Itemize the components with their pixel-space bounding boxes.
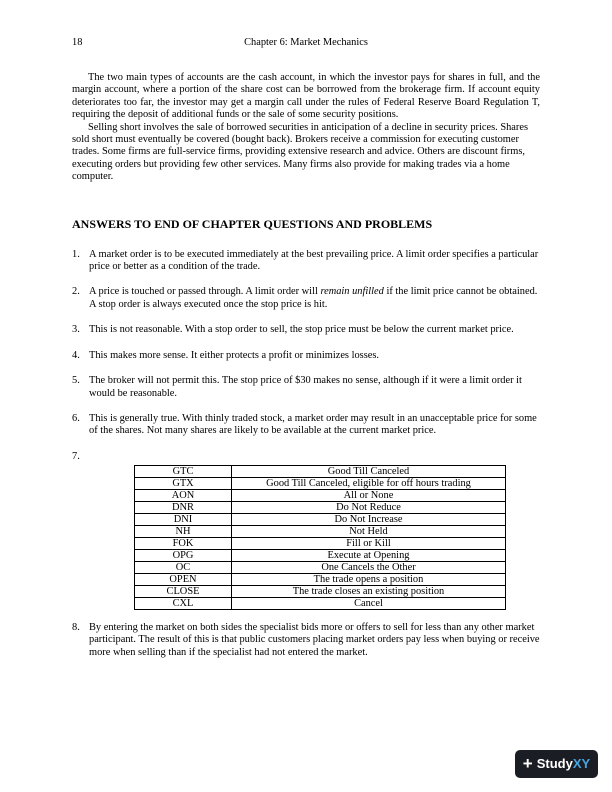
table-row (135, 465, 506, 477)
answer-number: 7. (72, 450, 80, 462)
table-row (135, 549, 506, 561)
answer-text: By entering the market on both sides the specialist bids more or offers to sell for less than any other market participant. The result of this is that public customers placing market orders pay less when buying or receive more when selling than if the specialist had not entered the market. (89, 621, 540, 658)
answer-number: 1. (72, 248, 80, 260)
answer-3 (72, 324, 540, 336)
order-meaning-cell: Fill or Kill (232, 537, 506, 549)
order-meaning-cell: Do Not Increase (232, 513, 506, 525)
answer-text: A market order is to be executed immediately at the best prevailing price. A limit order specifies a particular price or better as a condition of the trade. (89, 248, 539, 273)
plus-icon: + (522, 753, 533, 773)
table-row (135, 513, 506, 525)
brand-study-text: Study (536, 755, 573, 771)
order-meaning-cell: Cancel (232, 597, 506, 609)
section-heading: ANSWERS TO END OF CHAPTER QUESTIONS AND PROBLEMS (72, 216, 433, 231)
order-meaning-cell: The trade opens a position (232, 573, 506, 585)
order-meaning-cell: Execute at Opening (232, 549, 506, 561)
answer-text: This makes more sense. It either protects a profit or minimizes losses. (89, 349, 379, 361)
studyxy-logo-badge[interactable] (515, 750, 598, 778)
answer-text-part: A price is touched or passed through. A limit order will (89, 286, 321, 298)
order-meaning-cell: The trade closes an existing position (232, 585, 506, 597)
order-code-cell: DNI (135, 513, 232, 525)
table-row (135, 573, 506, 585)
table-row (135, 561, 506, 573)
order-code-cell: GTC (135, 465, 232, 477)
answer-text: This is not reasonable. With a stop order to sell, the stop price must be below the current market price. (89, 324, 514, 336)
table-row (135, 525, 506, 537)
page-number: 18 (72, 37, 83, 48)
order-code-cell: AON (135, 489, 232, 501)
answer-text: The broker will not permit this. The stop price of $30 makes no sense, although if it were a limit order it would be reasonable. (89, 375, 522, 399)
answer-6 (72, 413, 540, 438)
order-meaning-cell: All or None (232, 489, 506, 501)
table-row (135, 489, 506, 501)
answer-4 (72, 350, 540, 362)
answer-2 (72, 286, 540, 311)
answer-7 (72, 451, 540, 610)
table-row (135, 597, 506, 609)
answer-8 (72, 622, 540, 659)
answer-number: 6. (72, 412, 80, 424)
page-header (72, 37, 540, 51)
brand-xy-text: XY (572, 755, 591, 771)
order-code-cell: CXL (135, 597, 232, 609)
order-code-cell: OC (135, 561, 232, 573)
answer-number: 2. (72, 286, 80, 298)
answer-text-part: if the limit price cannot be obtained. A stop order is always executed once the stop price is hit. (89, 286, 538, 310)
order-code-cell: OPEN (135, 573, 232, 585)
intro-paragraph-short-selling: Selling short involves the sale of borrowed securities in anticipation of a decline in security prices. Shares sold short must eventually be covered (bought back). Brokers receive a commission for executing customer trades. Some firms are full-service firms, providing extensive research and advice. Others are discount firms, executing orders but providing few other services. Many firms also provide for making trades via a home computer. (72, 121, 529, 183)
answer-number: 3. (72, 324, 80, 336)
table-row (135, 537, 506, 549)
answer-text: This is generally true. With thinly traded stock, a market order may result in an unacceptable price for some of the shares. Not many shares are likely to be available at the current market price. (89, 412, 537, 437)
answer-text-emphasis: remain unfilled (320, 286, 384, 298)
answer-5 (72, 375, 540, 400)
answer-number: 5. (72, 375, 80, 387)
order-code-cell: OPG (135, 549, 232, 561)
order-types-table (134, 465, 506, 610)
order-meaning-cell: Do Not Reduce (232, 501, 506, 513)
answer-number: 4. (72, 349, 80, 361)
order-code-cell: NH (135, 525, 232, 537)
order-code-cell: FOK (135, 537, 232, 549)
intro-paragraph-accounts: The two main types of accounts are the cash account, in which the investor pays for shares in full, and the margin account, where a portion of the share cost can be borrowed from the brokerage firm. If account equity deteriorates too far, the investor may get a margin call under the rules of Federal Reserve Board Regulation T, requiring the deposit of additional funds or the sale of some security positions. (72, 72, 540, 121)
order-meaning-cell: Good Till Canceled (232, 465, 506, 477)
order-meaning-cell: Good Till Canceled, eligible for off hours trading (232, 477, 506, 489)
order-meaning-cell: One Cancels the Other (232, 561, 506, 573)
page-body (72, 72, 540, 672)
order-code-cell: GTX (135, 477, 232, 489)
table-row (135, 477, 506, 489)
table-row (135, 585, 506, 597)
answer-text (89, 286, 540, 311)
table-row (135, 501, 506, 513)
answer-number: 8. (72, 621, 80, 633)
chapter-title: Chapter 6: Market Mechanics (244, 37, 368, 48)
answer-1 (72, 249, 540, 274)
order-meaning-cell: Not Held (232, 525, 506, 537)
order-code-cell: DNR (135, 501, 232, 513)
order-code-cell: CLOSE (135, 585, 232, 597)
